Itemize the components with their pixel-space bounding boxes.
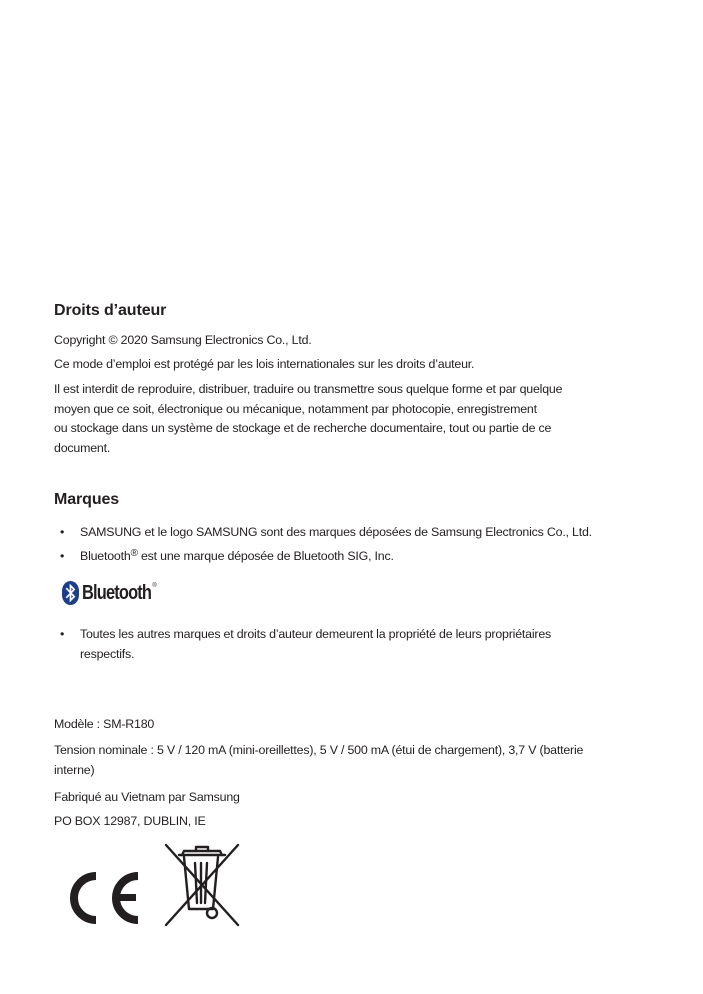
bullet-icon: • — [60, 549, 65, 563]
copyright-restriction — [54, 380, 674, 458]
bullet-icon: • — [60, 525, 65, 539]
manufacturing-info — [54, 788, 654, 808]
copyright-line: Copyright © 2020 Samsung Electronics Co., Ltd. — [54, 333, 312, 347]
voltage-line-2: interne) — [54, 762, 95, 777]
list-item — [54, 523, 674, 543]
restriction-line-4: document. — [54, 440, 111, 455]
weee-crossed-bin-icon — [162, 843, 242, 927]
bluetooth-name: Bluetooth — [80, 549, 131, 563]
other-trademarks — [54, 625, 674, 664]
restriction-line-3: ou stockage dans un système de stockage et de recherche documentaire, tout ou partie de ce — [54, 421, 552, 435]
bullet-icon: • — [60, 627, 65, 641]
registered-mark: ® — [130, 548, 138, 559]
ce-mark-icon — [60, 870, 142, 926]
copyright-protection-text: Ce mode d’emploi est protégé par les lois internationales sur les droits d’auteur. — [54, 357, 475, 371]
voltage-info — [54, 741, 674, 780]
trademarks-heading: Marques — [54, 491, 120, 508]
copyright-body — [54, 331, 654, 351]
address-info — [54, 812, 654, 832]
list-item — [54, 625, 674, 664]
other-trademarks-line-1: Toutes les autres marques et droits d’auteur demeurent la propriété de leurs propriétaires — [80, 627, 551, 641]
trademarks-list — [54, 523, 674, 543]
made-in-text: Fabriqué au Vietnam par Samsung — [54, 790, 240, 804]
samsung-trademark-text: SAMSUNG et le logo SAMSUNG sont des marques déposées de Samsung Electronics Co., Ltd. — [80, 525, 592, 539]
bluetooth-logo — [62, 581, 171, 605]
copyright-section — [54, 302, 654, 320]
model-info — [54, 715, 654, 735]
address-text: PO BOX 12987, DUBLIN, IE — [54, 814, 206, 828]
restriction-line-2: moyen que ce soit, électronique ou mécanique, notamment par photocopie, enregistrement — [54, 401, 537, 416]
bluetooth-trademark-text: est une marque déposée de Bluetooth SIG, Inc. — [137, 549, 394, 563]
bluetooth-icon — [62, 581, 79, 605]
other-trademarks-line-2: respectifs. — [80, 646, 135, 661]
model-number: Modèle : SM-R180 — [54, 717, 155, 731]
list-item — [54, 547, 674, 567]
trademarks-section — [54, 491, 654, 509]
restriction-line-1: Il est interdit de reproduire, distribuer, traduire ou transmettre sous quelque forme et par quelque — [54, 382, 563, 396]
voltage-line-1: Tension nominale : 5 V / 120 mA (mini-oreillettes), 5 V / 500 mA (étui de chargement), 3,7 V (batterie — [54, 743, 584, 757]
copyright-protection — [54, 355, 654, 375]
bluetooth-logo-reg: ® — [152, 583, 157, 589]
bluetooth-trademark — [54, 547, 674, 567]
bluetooth-logo-word: Bluetooth — [82, 581, 152, 604]
copyright-heading: Droits d’auteur — [54, 302, 167, 319]
